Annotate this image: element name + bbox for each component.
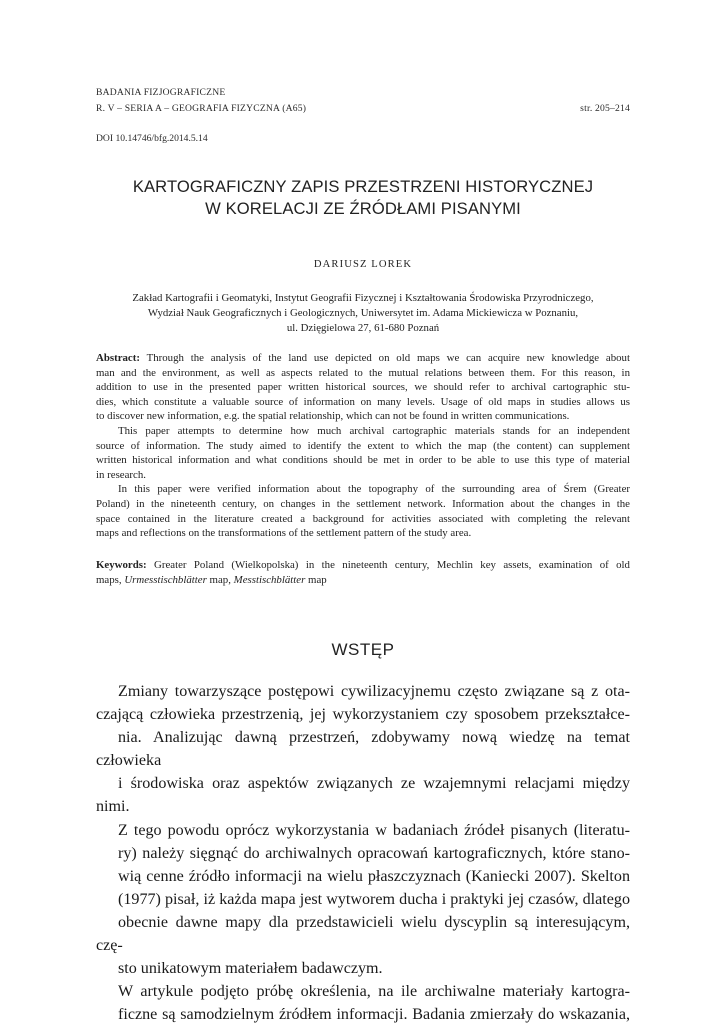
body-line: Zmiany towarzyszące postępowi cywilizacyjnemu często związane są z ota- (118, 683, 630, 700)
body-line: czającą człowieka przestrzenią, jej wykorzystaniem czy sposobem przekształce- (96, 706, 630, 724)
abstract-line: to discover new information, e.g. the spatial relationship, which can not be found in written communications. (96, 410, 570, 423)
journal-name: BADANIA FIZJOGRAFICZNE (96, 87, 226, 98)
body-line: W artykule podjęto próbę określenia, na ile archiwalne materiały kartogra- (118, 983, 630, 1001)
abstract-line: In this paper were verified information about the topography of the surrounding area of Śrem (Greater (118, 483, 630, 496)
abstract-paragraph (96, 351, 630, 424)
page-range: str. 205–214 (580, 103, 630, 114)
abstract-paragraph (96, 482, 630, 540)
body-paragraph (96, 980, 630, 1026)
affiliation-line: Zakład Kartografii i Geomatyki, Instytut Geografii Fizycznej i Kształtowania Środowiska Przyrodniczego, (132, 292, 594, 304)
keywords (96, 558, 630, 587)
body-line: Z tego powodu oprócz wykorzystania w badaniach źródeł pisanych (literatu- (118, 821, 630, 839)
abstract-line: space contained in the literature created a background for activities associated with completing the relevant (96, 512, 630, 525)
abstract-line: dies, which constitute a valuable source of information on many levels. Usage of old maps in studies allows us (96, 395, 630, 408)
doi: DOI 10.14746/bfg.2014.5.14 (96, 133, 208, 144)
author-name: DARIUSZ LOREK (313, 259, 413, 270)
journal-series: R. V – SERIA A – GEOGRAFIA FIZYCZNA (A65) (96, 103, 307, 114)
abstract-line: written historical information and what conditions should be met in order to be able to use this type of material (96, 454, 630, 467)
title-line: KARTOGRAFICZNY ZAPIS PRZESTRZENI HISTORYCZNEJ (132, 177, 594, 196)
abstract-line: man and the environment, as well as aspects related to the mutual relations between them. For this reason, in (96, 366, 630, 379)
section-heading: WSTĘP (331, 640, 395, 659)
body-line: nia. Analizując dawną przestrzeń, zdobywamy nową wiedzę na temat człowieka (96, 729, 630, 770)
abstract-paragraph (96, 424, 630, 482)
affiliation-line: ul. Dzięgielowa 27, 61-680 Poznań (286, 322, 440, 335)
abstract-label: Abstract: (96, 352, 140, 364)
abstract-line: Abstract: Through the analysis of the land use depicted on old maps we can acquire new knowledge about (96, 352, 630, 364)
body-line: (1977) pisał, iż każda mapa jest wytworem ducha i praktyki jej czasów, dlatego (118, 890, 630, 908)
body-paragraph (96, 680, 630, 980)
abstract-line: addition to use in the presented paper written historical sources, we should refer to archival cartographic stu- (96, 381, 630, 394)
keywords-line: Keywords: Greater Poland (Wielkopolska) in the nineteenth century, Mechlin key assets, examination of old (96, 559, 630, 571)
abstract-line: in research. (96, 468, 146, 481)
abstract-line: Poland) in the nineteenth century, on changes in the settlement network. Information about the changes in the (96, 497, 630, 510)
abstract-line: maps and reflections on the transformations of the settlement pattern of the study area. (96, 527, 472, 540)
author-affiliation (96, 291, 630, 337)
journal-series-line (96, 103, 630, 114)
body-line: i środowiska oraz aspektów związanych ze wzajemnymi relacjami między nimi. (96, 775, 630, 816)
body-line: sto unikatowym materiałem badawczym. (118, 960, 383, 978)
title-line: W KORELACJI ZE ŹRÓDŁAMI PISANYMI (205, 199, 521, 218)
abstract-line: source of information. The study aimed to identify the extent to which the map (the content) can supplement (96, 439, 630, 452)
body-line: obecnie dawne mapy dla przedstawicieli wielu dyscyplin są interesującym, czę- (96, 913, 630, 955)
article-title (96, 176, 630, 220)
body-line: wią cenne źródło informacji na wielu płaszczyznach (Kaniecki 2007). Skelton (118, 867, 630, 885)
keywords-label: Keywords: (96, 559, 147, 571)
body-line: ficzne są samodzielnym źródłem informacji. Badania zmierzały do wskazania, (118, 1006, 630, 1024)
body-line: ry) należy sięgnąć do archiwalnych opracowań kartograficznych, które stano- (118, 844, 630, 862)
keywords-line: maps, Urmesstischblätter map, Messtischblätter map (96, 573, 327, 586)
body-text (96, 680, 630, 1026)
affiliation-line: Wydział Nauk Geograficznych i Geologicznych, Uniwersytet im. Adama Mickiewicza w Poznaniu, (147, 307, 579, 320)
abstract (96, 351, 630, 541)
abstract-line: This paper attempts to determine how much archival cartographic materials stands for an independent (118, 424, 630, 437)
